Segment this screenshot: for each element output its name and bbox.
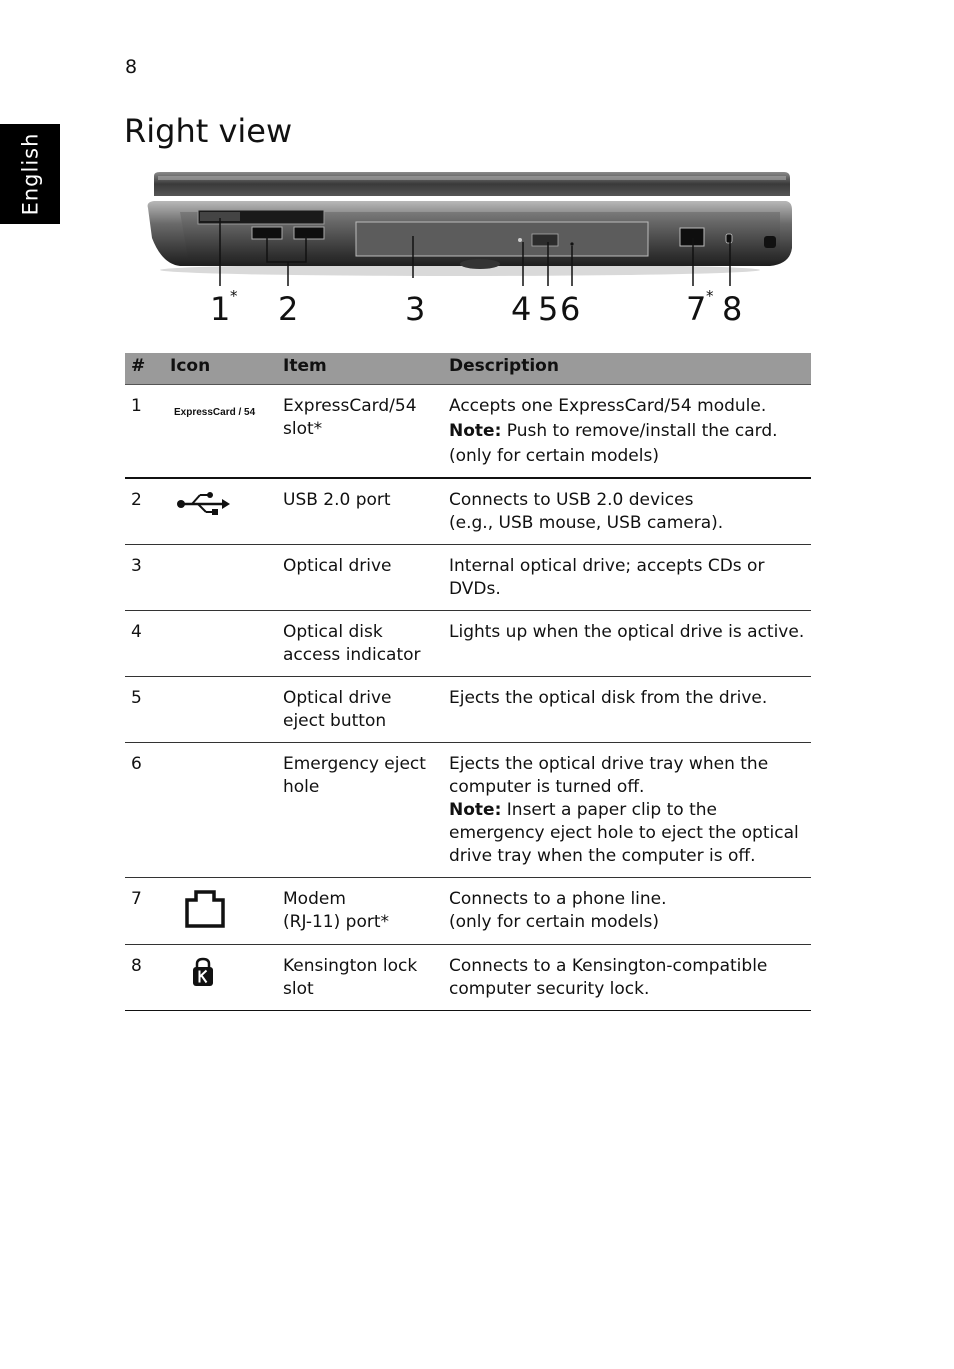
table-row [125, 545, 811, 611]
table-row [125, 478, 811, 545]
optical-eject-button [532, 234, 558, 246]
row-num: 8 [125, 945, 164, 1011]
row-item: Optical disk access indicator [277, 611, 443, 677]
row-item: Kensington lock slot [277, 945, 443, 1011]
row-item: Emergency eject hole [277, 743, 443, 878]
row-icon [164, 677, 277, 743]
row-num: 7 [125, 878, 164, 945]
row-description: Connects to a Kensington-compatible computer security lock. [443, 945, 811, 1011]
row-item: Optical drive eject button [277, 677, 443, 743]
description-text: (only for certain models) [449, 446, 659, 466]
row-description: Internal optical drive; accepts CDs or DVDs. [443, 545, 811, 611]
row-num: 3 [125, 545, 164, 611]
callout-5: 5 [538, 290, 559, 328]
callout-6: 6 [560, 290, 581, 328]
usb-port-2 [294, 227, 324, 239]
callout-7: 7 [686, 290, 707, 328]
row-num: 2 [125, 478, 164, 545]
row-item [277, 878, 443, 945]
expresscard-icon: ExpressCard / 54 [174, 407, 256, 418]
callout-3: 3 [405, 290, 426, 328]
row-description [443, 743, 811, 878]
description-text: Accepts one ExpressCard/54 module. [449, 396, 767, 416]
modem-port [680, 228, 704, 246]
header-num: # [125, 353, 164, 385]
header-icon: Icon [164, 353, 277, 385]
callout-2: 2 [278, 290, 299, 328]
callout-4: 4 [511, 290, 532, 328]
optical-access-led [518, 238, 522, 242]
optical-drive-tray [356, 222, 648, 256]
page-number: 8 [125, 56, 138, 78]
callout-7-star: * [706, 287, 714, 305]
row-num: 4 [125, 611, 164, 677]
callout-8: 8 [722, 290, 743, 328]
row-description [443, 878, 811, 945]
description-text: (only for certain models) [449, 912, 659, 932]
laptop-lid [154, 172, 790, 196]
row-item: USB 2.0 port [277, 478, 443, 545]
note-label: Note: [449, 800, 502, 820]
note-text: Insert a paper clip to the emergency eject hole to eject the optical drive tray when the computer is off. [449, 800, 799, 866]
row-icon [164, 611, 277, 677]
usb-icon [176, 491, 230, 517]
row-icon [164, 385, 277, 479]
row-num: 1 [125, 385, 164, 479]
description-text: Connects to USB 2.0 devices [449, 490, 694, 510]
row-description: Ejects the optical disk from the drive. [443, 677, 811, 743]
row-description [443, 478, 811, 545]
row-num: 5 [125, 677, 164, 743]
row-icon [164, 878, 277, 945]
table-row [125, 743, 811, 878]
right-view-table [125, 353, 811, 1011]
row-description [443, 385, 811, 479]
item-text: (RJ-11) port* [283, 912, 390, 932]
laptop-right-view-figure [140, 168, 800, 343]
table-row [125, 611, 811, 677]
row-num: 6 [125, 743, 164, 878]
kensington-slot [726, 234, 732, 243]
description-text: Connects to a phone line. [449, 889, 667, 909]
row-icon [164, 743, 277, 878]
modem-icon [185, 890, 225, 928]
item-text: Modem [283, 889, 346, 909]
header-description: Description [443, 353, 811, 385]
note-text: Push to remove/install the card. [506, 421, 778, 441]
callout-1: 1 [210, 290, 231, 328]
row-icon [164, 545, 277, 611]
row-description: Lights up when the optical drive is active. [443, 611, 811, 677]
language-tab-label: English [18, 132, 43, 216]
description-text: (e.g., USB mouse, USB camera). [449, 513, 724, 533]
description-text: Ejects the optical drive tray when the computer is turned off. [449, 754, 769, 797]
emergency-eject-hole [570, 242, 573, 245]
header-item: Item [277, 353, 443, 385]
laptop-illustration [140, 168, 800, 343]
callout-1-star: * [230, 287, 238, 305]
table-row [125, 677, 811, 743]
table-row [125, 385, 811, 479]
table-row [125, 878, 811, 945]
row-item: ExpressCard/54 slot* [277, 385, 443, 479]
row-icon [164, 478, 277, 545]
kensington-lock-icon [191, 957, 215, 987]
note-label: Note: [449, 421, 502, 441]
table-row [125, 945, 811, 1011]
row-icon [164, 945, 277, 1011]
row-item: Optical drive [277, 545, 443, 611]
section-title: Right view [124, 112, 293, 150]
table-header-row [125, 353, 811, 385]
language-tab [0, 124, 60, 224]
